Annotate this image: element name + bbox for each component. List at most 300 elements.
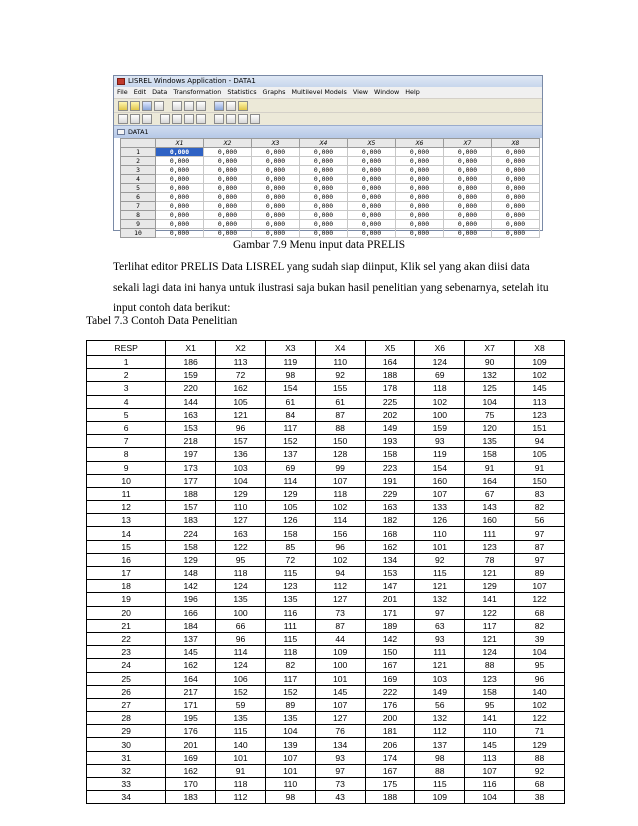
table-cell: 114 — [216, 646, 266, 659]
table-cell: 84 — [265, 408, 315, 421]
grid-cell[interactable]: 0,000 — [492, 202, 540, 211]
table-cell: 38 — [515, 791, 565, 804]
table-cell: 171 — [365, 606, 415, 619]
table-cell: 152 — [265, 685, 315, 698]
table-cell: 118 — [315, 487, 365, 500]
table-resp-cell: 28 — [87, 712, 166, 725]
table-cell: 61 — [265, 395, 315, 408]
lisrel-window-screenshot — [113, 75, 543, 237]
grid-cell[interactable]: 0,000 — [204, 166, 252, 175]
table-cell: 110 — [216, 501, 266, 514]
table-cell: 87 — [315, 619, 365, 632]
grid-cell[interactable]: 0,000 — [396, 184, 444, 193]
menu-bar — [114, 87, 542, 98]
table-row — [87, 712, 565, 725]
grid-cell[interactable]: 0,000 — [156, 193, 204, 202]
grid-column-header[interactable]: X7 — [444, 139, 492, 148]
variables-icon[interactable] — [214, 114, 224, 124]
grid-cell[interactable]: 0,000 — [348, 166, 396, 175]
grid-cell[interactable]: 0,000 — [348, 220, 396, 229]
table-cell: 224 — [166, 527, 216, 540]
grid-cell[interactable]: 0,000 — [492, 211, 540, 220]
grid-cell[interactable]: 0,000 — [492, 166, 540, 175]
table-row — [87, 435, 565, 448]
table-cell: 110 — [315, 356, 365, 369]
table-column-header: RESP — [87, 341, 166, 356]
table-cell: 115 — [265, 567, 315, 580]
table-row — [87, 527, 565, 540]
table-column-header: X2 — [216, 341, 266, 356]
table-cell: 83 — [515, 487, 565, 500]
table-cell: 166 — [166, 606, 216, 619]
table-cell: 107 — [415, 487, 465, 500]
table-cell: 127 — [315, 712, 365, 725]
table-cell: 145 — [465, 738, 515, 751]
menu-multilevel-models[interactable]: Multilevel Models — [291, 88, 347, 96]
grid-column-header[interactable]: X8 — [492, 139, 540, 148]
grid-cell[interactable]: 0,000 — [348, 184, 396, 193]
grid-cell[interactable]: 0,000 — [252, 148, 300, 157]
table-cell: 110 — [465, 725, 515, 738]
grid-cell[interactable]: 0,000 — [492, 220, 540, 229]
table-resp-cell: 12 — [87, 501, 166, 514]
grid-row-header[interactable]: 5 — [121, 184, 156, 193]
grid-cell[interactable]: 0,000 — [300, 193, 348, 202]
table-cell: 73 — [315, 778, 365, 791]
table-cell: 69 — [415, 369, 465, 382]
table-column-header: X4 — [315, 341, 365, 356]
new-file-icon[interactable] — [118, 101, 128, 111]
table-cell: 202 — [365, 408, 415, 421]
table-row — [87, 395, 565, 408]
menu-file[interactable]: File — [117, 88, 128, 96]
grid-row-header[interactable]: 10 — [121, 229, 156, 238]
table-cell: 149 — [415, 685, 465, 698]
grid-cell[interactable]: 0,000 — [300, 148, 348, 157]
grid-cell[interactable]: 0,000 — [444, 175, 492, 184]
grid-row-header[interactable]: 8 — [121, 211, 156, 220]
table-cell: 118 — [265, 646, 315, 659]
grid-cell[interactable]: 0,000 — [204, 175, 252, 184]
table-cell: 94 — [315, 567, 365, 580]
table-cell: 133 — [415, 501, 465, 514]
table-cell: 134 — [315, 738, 365, 751]
table-cell: 163 — [166, 408, 216, 421]
table-cell: 107 — [315, 698, 365, 711]
table-cell: 151 — [515, 421, 565, 434]
table-cell: 101 — [216, 751, 266, 764]
table-resp-cell: 13 — [87, 514, 166, 527]
table-cell: 124 — [415, 356, 465, 369]
grid-cell[interactable]: 0,000 — [444, 157, 492, 166]
grid-cell[interactable]: 0,000 — [252, 175, 300, 184]
table-cell: 97 — [315, 764, 365, 777]
table-cell: 158 — [465, 448, 515, 461]
grid-cell[interactable]: 0,000 — [492, 229, 540, 238]
grid-cell[interactable]: 0,000 — [396, 148, 444, 157]
copy-icon[interactable] — [184, 101, 194, 111]
grid-row — [121, 157, 540, 166]
table-cell: 105 — [265, 501, 315, 514]
table-resp-cell: 18 — [87, 580, 166, 593]
menu-help[interactable]: Help — [405, 88, 420, 96]
table-cell: 109 — [315, 646, 365, 659]
table-cell: 145 — [315, 685, 365, 698]
edit-icon[interactable] — [226, 114, 236, 124]
grid-cell[interactable]: 0,000 — [444, 193, 492, 202]
open-folder-icon[interactable] — [130, 101, 140, 111]
table-cell: 90 — [465, 356, 515, 369]
table-cell: 169 — [166, 751, 216, 764]
table-cell: 87 — [515, 540, 565, 553]
table-row — [87, 553, 565, 566]
table-cell: 197 — [166, 448, 216, 461]
table-cell: 102 — [515, 698, 565, 711]
grid-cell[interactable]: 0,000 — [252, 166, 300, 175]
table-cell: 189 — [365, 619, 415, 632]
table-cell: 173 — [166, 461, 216, 474]
grid-row-header[interactable]: 4 — [121, 175, 156, 184]
close-icon[interactable] — [250, 114, 260, 124]
prev-record-icon[interactable] — [172, 114, 182, 124]
table-cell: 127 — [315, 593, 365, 606]
table-cell: 176 — [365, 698, 415, 711]
table-cell: 169 — [365, 672, 415, 685]
grid-column-header[interactable]: X5 — [348, 139, 396, 148]
table-cell: 123 — [465, 540, 515, 553]
table-cell: 117 — [265, 672, 315, 685]
table-cell: 119 — [265, 356, 315, 369]
table-cell: 100 — [415, 408, 465, 421]
grid-cell[interactable]: 0,000 — [396, 220, 444, 229]
table-cell: 135 — [265, 712, 315, 725]
table-cell: 153 — [365, 567, 415, 580]
table-cell: 102 — [415, 395, 465, 408]
table-cell: 107 — [315, 474, 365, 487]
chart-icon[interactable] — [226, 101, 236, 111]
grid-column-header[interactable]: X6 — [396, 139, 444, 148]
table-cell: 152 — [265, 435, 315, 448]
grid-cell[interactable]: 0,000 — [444, 184, 492, 193]
grid-cell[interactable]: 0,000 — [396, 193, 444, 202]
table-resp-cell: 22 — [87, 632, 166, 645]
table-cell: 176 — [166, 725, 216, 738]
table-resp-cell: 32 — [87, 764, 166, 777]
table-cell: 152 — [216, 685, 266, 698]
grid-cell[interactable]: 0,000 — [348, 148, 396, 157]
table-cell: 167 — [365, 764, 415, 777]
table-cell: 115 — [415, 567, 465, 580]
grid-cell[interactable]: 0,000 — [252, 229, 300, 238]
grid-cell[interactable]: 0,000 — [396, 211, 444, 220]
grid-cell[interactable]: 0,000 — [444, 229, 492, 238]
grid-row-header[interactable]: 2 — [121, 157, 156, 166]
grid-cell[interactable]: 0,000 — [396, 175, 444, 184]
table-resp-cell: 16 — [87, 553, 166, 566]
table-cell: 160 — [465, 514, 515, 527]
grid-cell[interactable]: 0,000 — [300, 175, 348, 184]
table-cell: 170 — [166, 778, 216, 791]
grid-cell[interactable]: 0,000 — [300, 211, 348, 220]
table-cell: 101 — [415, 540, 465, 553]
table-resp-cell: 26 — [87, 685, 166, 698]
grid-cell[interactable]: 0,000 — [300, 220, 348, 229]
grid-cell[interactable]: 0,000 — [492, 148, 540, 157]
insert-row-icon[interactable] — [118, 114, 128, 124]
grid-cell[interactable]: 0,000 — [156, 229, 204, 238]
table-cell: 39 — [515, 632, 565, 645]
grid-cell[interactable]: 0,000 — [492, 157, 540, 166]
table-cell: 124 — [465, 646, 515, 659]
table-cell: 66 — [216, 619, 266, 632]
grid-cell[interactable]: 0,000 — [252, 157, 300, 166]
table-cell: 68 — [515, 606, 565, 619]
grid-column-header[interactable]: X4 — [300, 139, 348, 148]
table-cell: 126 — [265, 514, 315, 527]
table-cell: 87 — [315, 408, 365, 421]
table-cell: 92 — [515, 764, 565, 777]
grid-cell[interactable]: 0,000 — [396, 157, 444, 166]
table-resp-cell: 33 — [87, 778, 166, 791]
document-icon — [117, 129, 125, 135]
help-icon[interactable] — [238, 101, 248, 111]
grid-cell[interactable]: 0,000 — [252, 193, 300, 202]
grid-cell[interactable]: 0,000 — [204, 220, 252, 229]
table-cell: 116 — [265, 606, 315, 619]
table-resp-cell: 7 — [87, 435, 166, 448]
table-cell: 218 — [166, 435, 216, 448]
save-icon[interactable] — [142, 101, 152, 111]
grid-cell[interactable]: 0,000 — [204, 157, 252, 166]
table-cell: 98 — [265, 369, 315, 382]
table-cell: 113 — [515, 395, 565, 408]
grid-row — [121, 148, 540, 157]
grid-cell[interactable]: 0,000 — [396, 229, 444, 238]
forward-icon[interactable] — [238, 114, 248, 124]
grid-cell[interactable]: 0,000 — [444, 148, 492, 157]
grid-cell[interactable]: 0,000 — [396, 202, 444, 211]
grid-cell[interactable]: 0,000 — [396, 166, 444, 175]
print-icon[interactable] — [154, 101, 164, 111]
table-cell: 102 — [315, 501, 365, 514]
grid-cell[interactable]: 0,000 — [252, 211, 300, 220]
grid-cell[interactable]: 0,000 — [300, 166, 348, 175]
delete-row-icon[interactable] — [130, 114, 140, 124]
grid-row — [121, 220, 540, 229]
table-cell: 89 — [265, 698, 315, 711]
grid-cell[interactable]: 0,000 — [492, 193, 540, 202]
table-cell: 72 — [265, 553, 315, 566]
table-cell: 132 — [415, 712, 465, 725]
table-cell: 154 — [415, 461, 465, 474]
table-cell: 136 — [216, 448, 266, 461]
grid-cell[interactable]: 0,000 — [300, 229, 348, 238]
run-icon[interactable] — [214, 101, 224, 111]
table-cell: 107 — [465, 764, 515, 777]
table-cell: 93 — [415, 632, 465, 645]
next-record-icon[interactable] — [184, 114, 194, 124]
grid-cell[interactable]: 0,000 — [204, 202, 252, 211]
grid-cell[interactable]: 0,000 — [348, 193, 396, 202]
grid-cell[interactable]: 0,000 — [444, 202, 492, 211]
menu-data[interactable]: Data — [152, 88, 168, 96]
table-row — [87, 567, 565, 580]
menu-transformation[interactable]: Transformation — [173, 88, 222, 96]
table-cell: 93 — [315, 751, 365, 764]
table-cell: 135 — [216, 712, 266, 725]
grid-cell[interactable]: 0,000 — [204, 211, 252, 220]
table-cell: 97 — [515, 527, 565, 540]
grid-column-header[interactable]: X1 — [156, 139, 204, 148]
grid-row-header[interactable]: 9 — [121, 220, 156, 229]
table-row — [87, 421, 565, 434]
table-resp-cell: 14 — [87, 527, 166, 540]
grid-cell[interactable]: 0,000 — [348, 229, 396, 238]
table-cell: 121 — [465, 567, 515, 580]
table-cell: 159 — [415, 421, 465, 434]
table-cell: 162 — [216, 382, 266, 395]
grid-cell[interactable]: 0,000 — [300, 184, 348, 193]
menu-window[interactable]: Window — [374, 88, 400, 96]
table-cell: 95 — [465, 698, 515, 711]
table-cell: 117 — [265, 421, 315, 434]
grid-cell[interactable]: 0,000 — [348, 175, 396, 184]
grid-cell[interactable]: 0,000 — [252, 202, 300, 211]
grid-cell[interactable]: 0,000 — [252, 184, 300, 193]
table-cell: 129 — [265, 487, 315, 500]
table-row — [87, 725, 565, 738]
grid-cell[interactable]: 0,000 — [156, 175, 204, 184]
paste-icon[interactable] — [196, 101, 206, 111]
table-cell: 129 — [465, 580, 515, 593]
table-row — [87, 619, 565, 632]
table-cell: 76 — [315, 725, 365, 738]
table-cell: 115 — [415, 778, 465, 791]
table-cell: 225 — [365, 395, 415, 408]
grid-cell[interactable]: 0,000 — [156, 220, 204, 229]
table-cell: 96 — [216, 632, 266, 645]
grid-cell[interactable]: 0,000 — [348, 202, 396, 211]
table-cell: 122 — [216, 540, 266, 553]
grid-cell[interactable]: 0,000 — [156, 157, 204, 166]
menu-edit[interactable]: Edit — [133, 88, 147, 96]
grid-cell[interactable]: 0,000 — [156, 148, 204, 157]
table-cell: 134 — [365, 553, 415, 566]
grid-cell[interactable]: 0,000 — [156, 202, 204, 211]
table-cell: 123 — [465, 672, 515, 685]
table-resp-cell: 1 — [87, 356, 166, 369]
table-cell: 142 — [365, 632, 415, 645]
table-cell: 107 — [515, 580, 565, 593]
table-cell: 104 — [465, 791, 515, 804]
table-resp-cell: 3 — [87, 382, 166, 395]
menu-graphs[interactable]: Graphs — [262, 88, 286, 96]
table-cell: 98 — [265, 791, 315, 804]
table-cell: 69 — [265, 461, 315, 474]
table-cell: 150 — [315, 435, 365, 448]
table-resp-cell: 10 — [87, 474, 166, 487]
table-cell: 168 — [365, 527, 415, 540]
grid-cell[interactable]: 0,000 — [492, 184, 540, 193]
grid-column-header[interactable]: X2 — [204, 139, 252, 148]
table-cell: 140 — [515, 685, 565, 698]
menu-view[interactable]: View — [352, 88, 369, 96]
grid-cell[interactable]: 0,000 — [204, 193, 252, 202]
table-cell: 105 — [515, 448, 565, 461]
grid-cell[interactable]: 0,000 — [348, 157, 396, 166]
table-cell: 92 — [315, 369, 365, 382]
grid-cell[interactable]: 0,000 — [204, 148, 252, 157]
table-cell: 104 — [265, 725, 315, 738]
grid-cell[interactable]: 0,000 — [300, 157, 348, 166]
table-cell: 139 — [265, 738, 315, 751]
table-cell: 115 — [216, 725, 266, 738]
table-row — [87, 778, 565, 791]
document-tab-label: DATA1 — [128, 128, 149, 136]
grid-row-header[interactable]: 1 — [121, 148, 156, 157]
last-record-icon[interactable] — [196, 114, 206, 124]
document-tab[interactable] — [114, 125, 542, 138]
table-cell: 106 — [216, 672, 266, 685]
table-cell: 82 — [515, 501, 565, 514]
grid-cell[interactable]: 0,000 — [252, 220, 300, 229]
table-row — [87, 461, 565, 474]
table-cell: 88 — [465, 659, 515, 672]
grid-cell[interactable]: 0,000 — [156, 211, 204, 220]
table-cell: 160 — [415, 474, 465, 487]
table-cell: 103 — [415, 672, 465, 685]
table-cell: 183 — [166, 514, 216, 527]
first-record-icon[interactable] — [160, 114, 170, 124]
table-cell: 158 — [166, 540, 216, 553]
grid-row-header[interactable]: 6 — [121, 193, 156, 202]
table-cell: 182 — [365, 514, 415, 527]
grid-cell[interactable]: 0,000 — [444, 211, 492, 220]
grid-column-header[interactable]: X3 — [252, 139, 300, 148]
grid-cell[interactable]: 0,000 — [204, 229, 252, 238]
grid-cell[interactable]: 0,000 — [444, 166, 492, 175]
table-cell: 120 — [465, 421, 515, 434]
grid-cell[interactable]: 0,000 — [444, 220, 492, 229]
table-cell: 229 — [365, 487, 415, 500]
grid-cell[interactable]: 0,000 — [300, 202, 348, 211]
table-cell: 100 — [216, 606, 266, 619]
grid-row-header[interactable]: 3 — [121, 166, 156, 175]
table-cell: 114 — [265, 474, 315, 487]
research-data-table — [86, 340, 565, 804]
grid-row-header[interactable]: 7 — [121, 202, 156, 211]
table-cell: 178 — [365, 382, 415, 395]
table-resp-cell: 34 — [87, 791, 166, 804]
grid-cell[interactable]: 0,000 — [156, 166, 204, 175]
grid-cell[interactable]: 0,000 — [204, 184, 252, 193]
grid-cell[interactable]: 0,000 — [156, 184, 204, 193]
table-row — [87, 751, 565, 764]
table-cell: 175 — [365, 778, 415, 791]
move-down-icon[interactable] — [142, 114, 152, 124]
table-cell: 150 — [515, 474, 565, 487]
table-cell: 132 — [465, 369, 515, 382]
table-cell: 164 — [465, 474, 515, 487]
table-resp-cell: 11 — [87, 487, 166, 500]
table-cell: 126 — [415, 514, 465, 527]
grid-cell[interactable]: 0,000 — [348, 211, 396, 220]
table-row — [87, 698, 565, 711]
cut-icon[interactable] — [172, 101, 182, 111]
menu-statistics[interactable]: Statistics — [227, 88, 257, 96]
grid-cell[interactable]: 0,000 — [492, 175, 540, 184]
table-cell: 164 — [365, 356, 415, 369]
